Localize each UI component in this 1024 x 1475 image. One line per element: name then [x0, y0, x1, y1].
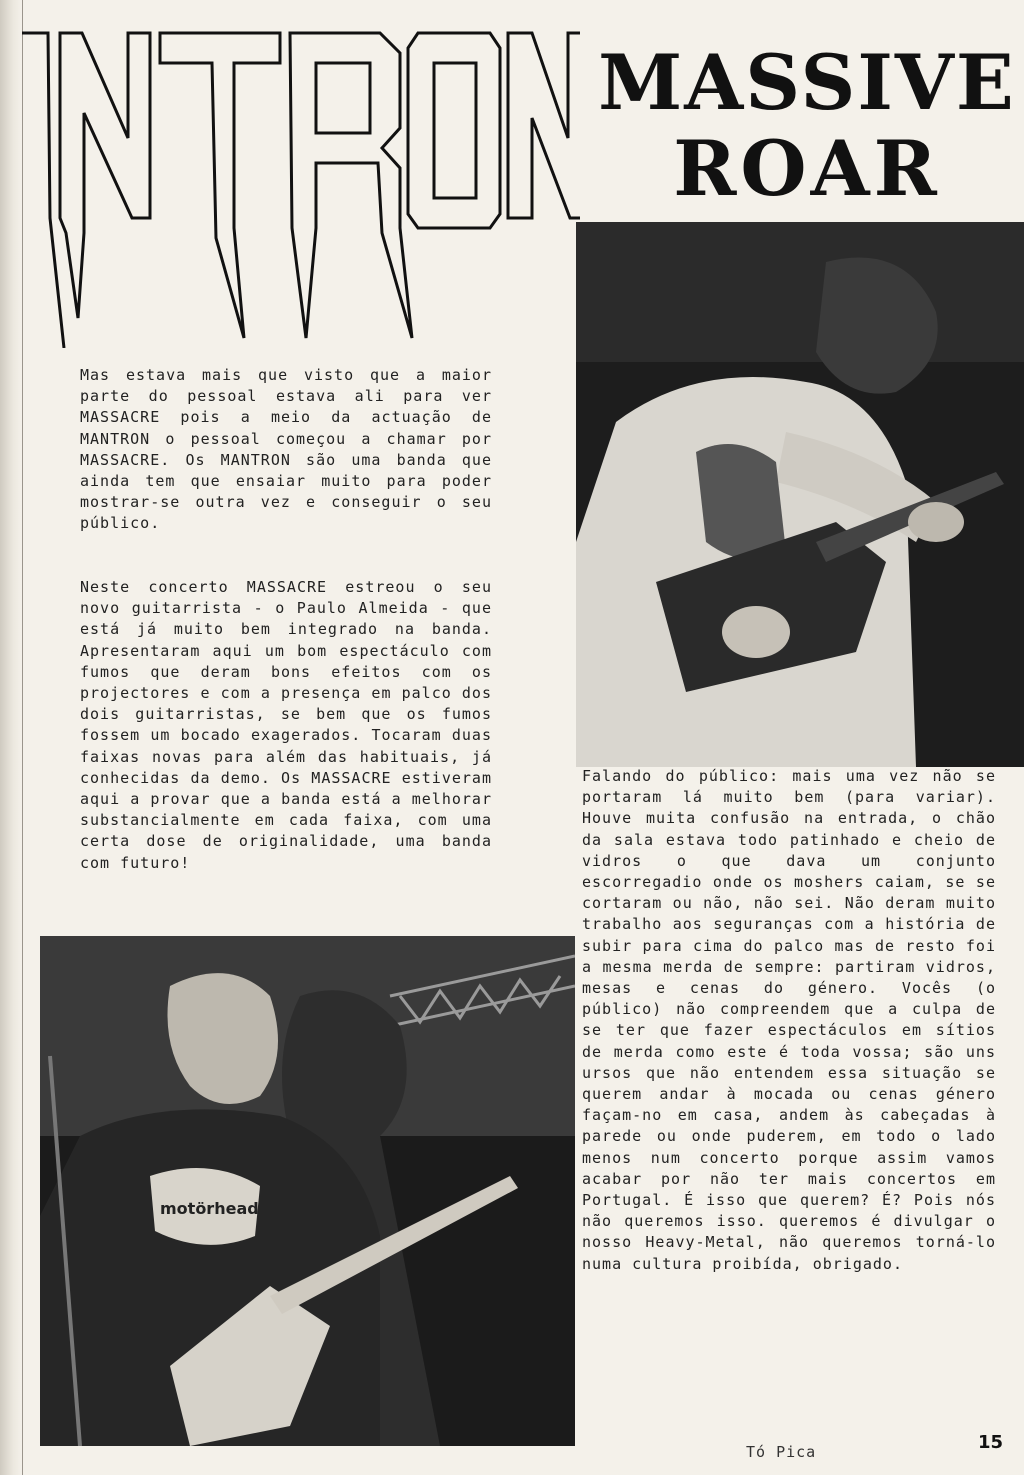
- section-title-line1: MASSIVE: [598, 38, 1016, 127]
- author-signature: Tó Pica: [746, 1443, 817, 1461]
- section-title: [590, 40, 1024, 212]
- article-paragraph-2: [80, 577, 492, 874]
- article-paragraph-2-text: Neste concerto MASSACRE estreou o seu novo guitarrista - o Paulo Almeida - que está já muito bem integrado na banda. Apresentaram aqui um bom espectáculo com fumos que deram bons efeitos com os projectores e com a presença em palco dos dois guitarristas, se bem que os fumos fossem um bocado exagerados. Tocaram duas faixas novas para além das habituais, já conhecidas da demo. Os MASSACRE estiveram aqui a provar que a banda está a melhorar substancialmente em cada faixa, com uma certa dose de originalidade, uma banda com futuro!: [80, 578, 492, 872]
- band-photo-graphic: [40, 936, 575, 1446]
- bassist-shirt-text: motörhead: [160, 1199, 259, 1218]
- band-photo: [40, 936, 575, 1446]
- article-paragraph-3: [582, 766, 996, 1275]
- page-number: 15: [978, 1432, 1004, 1453]
- article-paragraph-3-text: Falando do público: mais uma vez não se portaram lá muito bem (para variar). Houve muita confusão na entrada, o chão da sala estava todo patinhado e cheio de vidros o que dava um conjunto escorregadio onde os moshers caiam, se se cortaram ou não, não sei. Não deram muito trabalho aos seguranças com a história de subir para cima do palco mas de resto foi a mesma merda de sempre: partiram vidros, mesas e cenas do género. Vocês (o público) não compreendem que a culpa de se ter que fazer espectáculos em sítios de merda como este é toda vossa; são uns ursos que não entendem essa situação se querem andar à mocada ou cenas género façam-no em casa, andem às cabeçadas à parede ou onde puderem, em todo o lado menos num concerto porque assim vamos acabar por não ter mais concertos em Portugal. É isso que querem? É? Pois nós não queremos isso. queremos é divulgar o nosso Heavy-Metal, não queremos torná-lo numa cultura proibída, obrigado.: [582, 767, 996, 1273]
- guitarist-photo: [576, 222, 1024, 767]
- band-logo: [20, 18, 580, 348]
- article-paragraph-1: [80, 365, 492, 535]
- section-title-line2: ROAR: [673, 124, 941, 213]
- article-paragraph-1-text: Mas estava mais que visto que a maior parte do pessoal estava ali para ver MASSACRE pois a meio da actuação de MANTRON o pessoal começou a chamar por MASSACRE. Os MANTRON são uma banda que ainda tem que ensaiar muito para poder mostrar-se outra vez e conseguir o seu público.: [80, 366, 492, 533]
- guitarist-photo-graphic: [576, 222, 1024, 767]
- mantron-logo-graphic: [20, 18, 580, 348]
